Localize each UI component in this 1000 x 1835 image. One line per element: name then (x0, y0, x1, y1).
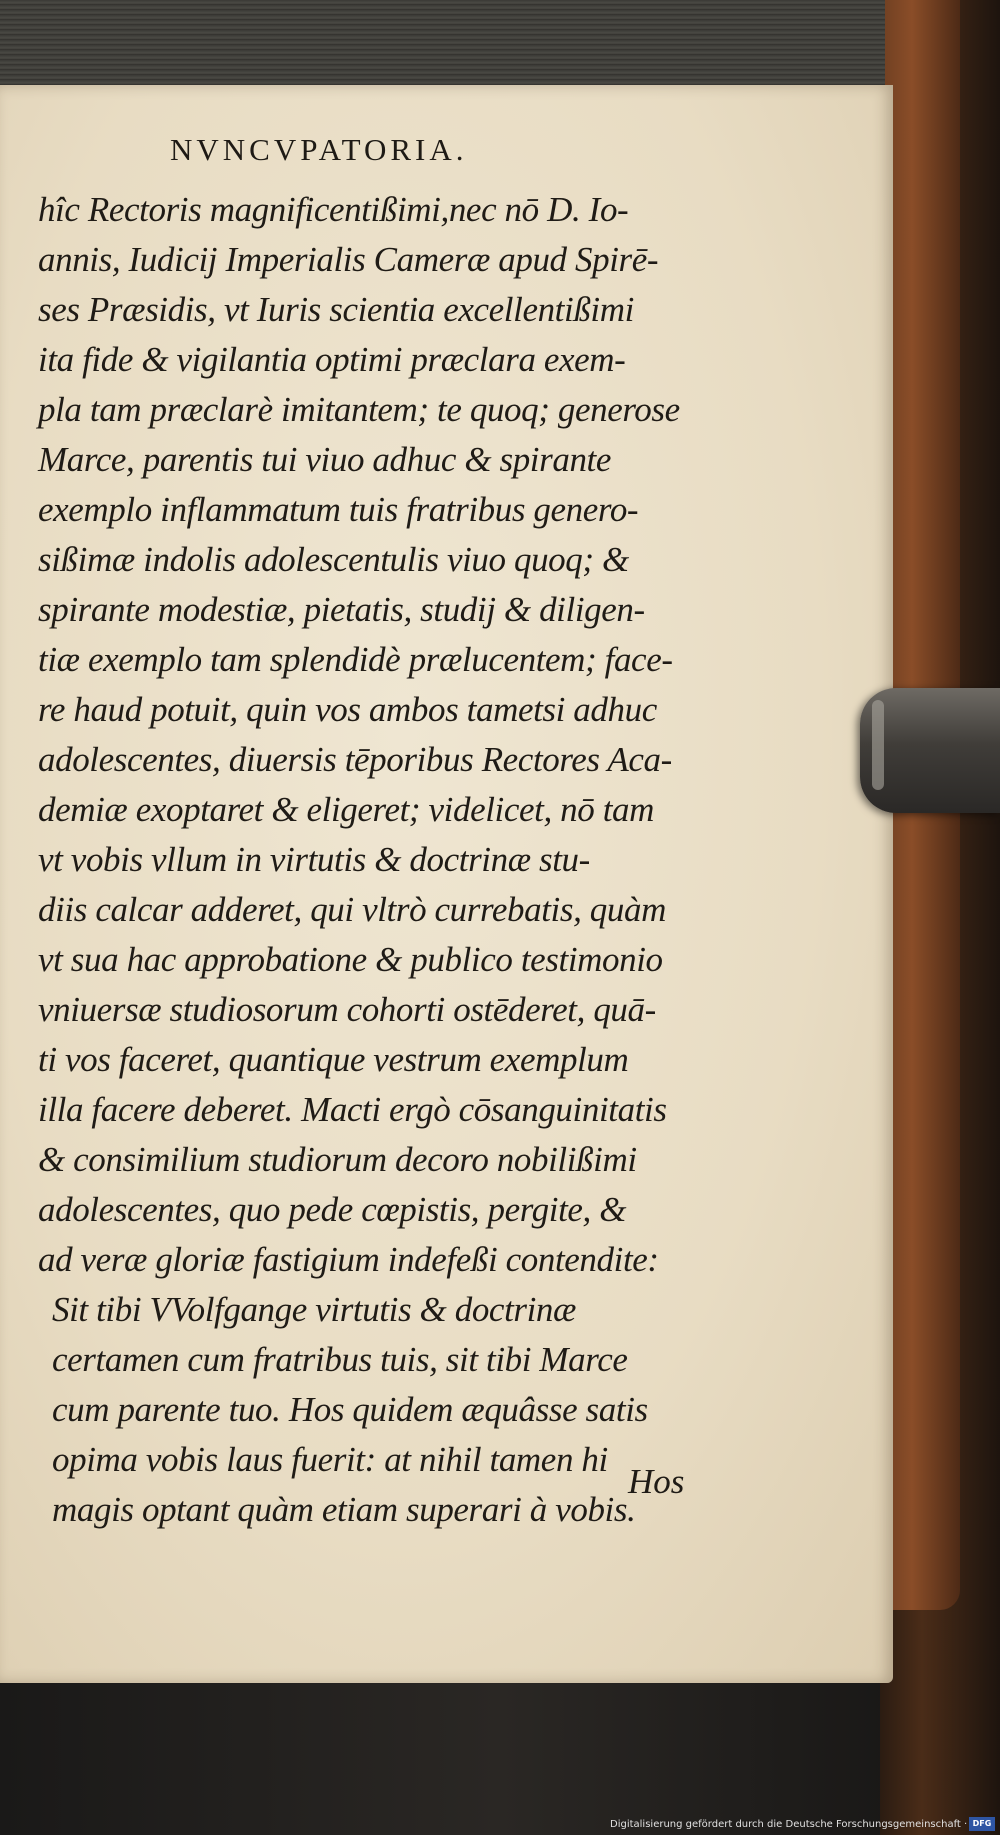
clip-highlight (872, 700, 884, 790)
text-line: ad veræ gloriæ fastigium indefeßi contendite: (38, 1240, 659, 1279)
text-line: illa facere deberet. Macti ergò cōsanguinitatis (38, 1090, 667, 1129)
text-line: & consimilium studiorum decoro nobilißimi (38, 1140, 637, 1179)
body-text (38, 185, 698, 1535)
text-line: vt vobis vllum in virtutis & doctrinæ stu- (38, 840, 590, 879)
text-line: exemplo inflammatum tuis fratribus genero- (38, 490, 639, 529)
text-line: vt sua hac approbatione & publico testimonio (38, 940, 663, 979)
page-stack-top-edge (0, 0, 885, 94)
text-line: Marce, parentis tui viuo adhuc & spirante (38, 440, 612, 479)
text-line: pla tam præclarè imitantem; te quoq; generose (38, 390, 680, 429)
catchword: Hos (628, 1462, 685, 1501)
text-line: hîc Rectoris magnificentißimi,nec nō D. Io- (38, 190, 629, 229)
text-line: adolescentes, diuersis tēporibus Rectores Aca- (38, 740, 672, 779)
text-line: annis, Iudicij Imperialis Cameræ apud Spirē- (38, 240, 659, 279)
text-line: tiæ exemplo tam splendidè prælucentem; face- (38, 640, 673, 679)
text-line: Sit tibi VVolfgange virtutis & doctrinæ (52, 1290, 576, 1329)
text-line: re haud potuit, quin vos ambos tametsi adhuc (38, 690, 657, 729)
digitization-credit: Digitalisierung gefördert durch die Deutsche Forschungsgemeinschaft · (610, 1819, 968, 1830)
text-line: certamen cum fratribus tuis, sit tibi Marce (52, 1340, 628, 1379)
text-line: ses Præsidis, vt Iuris scientia excellentißimi (38, 290, 634, 329)
text-line: opima vobis laus fuerit: at nihil tamen hi (52, 1440, 608, 1479)
text-line: demiæ exoptaret & eligeret; videlicet, nō tam (38, 790, 655, 829)
text-line: ti vos faceret, quantique vestrum exemplum (38, 1040, 629, 1079)
text-line: diis calcar adderet, qui vltrò currebatis, quàm (38, 890, 666, 929)
text-line: vniuersæ studiosorum cohorti ostēderet, quā- (38, 990, 656, 1029)
running-header: NVNCVPATORIA. (170, 132, 468, 167)
text-line: sißimæ indolis adolescentulis viuo quoq; & (38, 540, 629, 579)
text-line: cum parente tuo. Hos quidem æquâsse satis (52, 1390, 648, 1429)
text-line: adolescentes, quo pede cœpistis, pergite, & (38, 1190, 627, 1229)
text-line: spirante modestiæ, pietatis, studij & diligen- (38, 590, 645, 629)
text-line: ita fide & vigilantia optimi præclara exem- (38, 340, 626, 379)
text-line: magis optant quàm etiam superari à vobis. (52, 1490, 636, 1529)
dfg-logo: DFG (969, 1817, 995, 1831)
